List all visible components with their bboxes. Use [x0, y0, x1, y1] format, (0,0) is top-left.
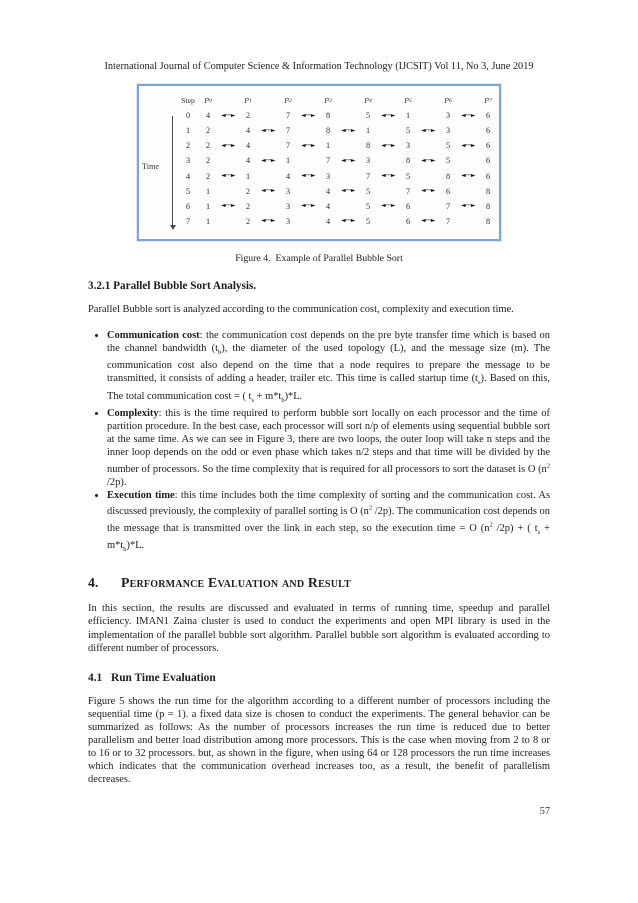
- column-gap: [375, 93, 401, 108]
- bullet-term: Complexity: [107, 407, 159, 419]
- cell-value: 8: [325, 111, 331, 121]
- cell-value: 1: [365, 126, 371, 136]
- cell-value: 5: [445, 141, 451, 151]
- figure-parallel-bubble-sort: [137, 84, 501, 241]
- swap-arrow-icon: ◄──►: [341, 218, 355, 225]
- bullet-body: : the communication cost depends on the pre byte transfer time which is based on the channel bandwidth $(t_b)$, the diameter of the used topology (L), and the message size (m). The communication cost also depend on the time that a node requires to prepare the message to be transmitted, it consists of adding a header, trailer etc. This time is called startup time $(t_s)$. Based on this, The total communication cost = ( $t_s + m*t_b)*L$.: [107, 330, 550, 404]
- cell-value: 6: [405, 216, 411, 226]
- cell-value: 7: [285, 111, 291, 121]
- swap-arrow-icon: ◄──►: [301, 173, 315, 180]
- column-gap: [215, 214, 241, 229]
- cell-value: 5: [365, 201, 371, 211]
- cell-value: 7: [285, 126, 291, 136]
- cell-value: 6: [485, 156, 491, 166]
- cell-value: 7: [365, 171, 371, 181]
- swap-arrow-icon: ◄──►: [301, 142, 315, 149]
- cell-value: 3: [285, 216, 291, 226]
- cell-value: 7: [325, 156, 331, 166]
- cell-value: 1: [285, 156, 291, 166]
- column-gap: [215, 93, 241, 108]
- cell-value: 1: [325, 141, 331, 151]
- cell-value: 5: [365, 216, 371, 226]
- column-gap: [255, 168, 281, 183]
- swap-arrow-icon: ◄──►: [461, 142, 475, 149]
- column-gap: [255, 108, 281, 123]
- step-number: 4: [185, 171, 191, 181]
- cell-value: 4: [325, 201, 331, 211]
- cell-value: 1: [405, 111, 411, 121]
- cell-value: 6: [485, 141, 491, 151]
- figure-caption: Figure 4. Example of Parallel Bubble Sort: [235, 253, 403, 264]
- step-number: 2: [185, 141, 191, 151]
- bullet-body: : this time includes both the time complexity of sorting and the communication cost. As discussed previously, the complexity of parallel sorting is O ($n^2$ /2p). The communication cost depends on the message that is transmitted over the link in each step, so the execution time = O ($n^2$ /2p) + ( $t_s + m*t_b)*L$.: [107, 489, 551, 554]
- cell-value: 3: [405, 141, 411, 151]
- column-gap: [455, 153, 481, 168]
- column-gap: [415, 93, 441, 108]
- bullet-term: Execution time: [107, 489, 175, 501]
- cell-value: 4: [245, 141, 251, 151]
- section-number: 4.: [88, 575, 99, 591]
- column-gap: [295, 123, 321, 138]
- swap-arrow-icon: ◄──►: [421, 188, 435, 195]
- section-4-heading: [88, 575, 550, 591]
- cell-value: 2: [205, 171, 211, 181]
- cell-value: 4: [325, 216, 331, 226]
- cell-value: 4: [245, 126, 251, 136]
- column-gap: [335, 93, 361, 108]
- column-gap: [215, 153, 241, 168]
- bullet-body: : this is the time required to perform bubble sort locally on each processor and the time of partition procedure. In the best case, each processor will sort n/p of elements using sequential bubble sort at the same time. As we can see in Figure 3, there are two loops, the outer loop will take n steps and the inner loop depends on the odd or even phase which takes n/2 steps and that time will be divided by the number of processors. So the time complexity that is required for all processors to sort the dataset is O ($n^2$ /2p).: [107, 407, 550, 488]
- column-gap: [215, 123, 241, 138]
- processor-label: P 0: [204, 96, 212, 106]
- cell-value: 8: [365, 141, 371, 151]
- cell-value: 3: [285, 186, 291, 196]
- swap-arrow-icon: ◄──►: [301, 203, 315, 210]
- cell-value: 5: [445, 156, 451, 166]
- column-gap: [255, 93, 281, 108]
- section-3-2-1-heading: 3.2.1 Parallel Bubble Sort Analysis.: [88, 280, 257, 292]
- page-number: 57: [539, 806, 550, 818]
- column-gap: [415, 138, 441, 153]
- bullet-complexity: [107, 407, 550, 489]
- processor-label: P 7: [484, 96, 492, 106]
- column-gap: [455, 184, 481, 199]
- cell-value: 6: [445, 186, 451, 196]
- bullet-execution-time: [107, 489, 550, 557]
- cell-value: 1: [205, 216, 211, 226]
- cell-value: 2: [205, 156, 211, 166]
- cell-value: 7: [285, 141, 291, 151]
- cell-value: 5: [405, 126, 411, 136]
- cell-value: 2: [245, 201, 251, 211]
- cell-value: 5: [405, 171, 411, 181]
- swap-arrow-icon: ◄──►: [421, 127, 435, 134]
- swap-arrow-icon: ◄──►: [341, 157, 355, 164]
- column-gap: [335, 168, 361, 183]
- section-4-1-heading: [88, 672, 550, 684]
- processor-label: P 4: [364, 96, 372, 106]
- column-gap: [415, 199, 441, 214]
- column-gap: [455, 93, 481, 108]
- cell-value: 5: [365, 186, 371, 196]
- cell-value: 4: [205, 111, 211, 121]
- column-gap: [255, 138, 281, 153]
- paragraph-run-time: Figure 5 shows the run time for the algorithm according to a different number of processors including the sequential time (p = 1). a fixed data size is chosen to conduct the experiments. The general behavior can be summarized as follows: As the number of processors increases the run time is reduced due to better parallelism and better load distribution among more processors. This is the case when moving from 2 to 8 or to 16 or to 32 processors. but, as shown in the figure, when using 64 or 128 processors the run time increases which indicates that the communication overhead increases too, as a result, the benefit of parallelism decreases.: [88, 695, 550, 786]
- column-gap: [375, 153, 401, 168]
- cell-value: 6: [405, 201, 411, 211]
- swap-arrow-icon: ◄──►: [341, 127, 355, 134]
- time-axis-arrow-icon: [172, 116, 173, 228]
- column-gap: [375, 123, 401, 138]
- swap-arrow-icon: ◄──►: [221, 203, 235, 210]
- step-number: 6: [185, 201, 191, 211]
- processor-label: P 5: [404, 96, 412, 106]
- column-gap: [295, 93, 321, 108]
- step-number: 0: [185, 111, 191, 121]
- cell-value: 8: [485, 186, 491, 196]
- cell-value: 2: [245, 216, 251, 226]
- step-number: 5: [185, 186, 191, 196]
- swap-arrow-icon: ◄──►: [301, 112, 315, 119]
- column-gap: [455, 123, 481, 138]
- cell-value: 3: [445, 126, 451, 136]
- processor-label: P 3: [324, 96, 332, 106]
- section-title: Performance Evaluation and Result: [121, 575, 351, 591]
- swap-arrow-icon: ◄──►: [381, 203, 395, 210]
- column-gap: [255, 199, 281, 214]
- swap-arrow-icon: ◄──►: [261, 157, 275, 164]
- cell-value: 3: [365, 156, 371, 166]
- cell-value: 8: [485, 201, 491, 211]
- swap-arrow-icon: ◄──►: [261, 188, 275, 195]
- swap-arrow-icon: ◄──►: [381, 142, 395, 149]
- step-number: 7: [185, 216, 191, 226]
- cell-value: 2: [205, 126, 211, 136]
- cell-value: 4: [285, 171, 291, 181]
- cell-value: 1: [245, 171, 251, 181]
- cell-value: 3: [445, 111, 451, 121]
- swap-arrow-icon: ◄──►: [221, 173, 235, 180]
- column-gap: [215, 184, 241, 199]
- figure-grid: [175, 93, 495, 229]
- swap-arrow-icon: ◄──►: [221, 112, 235, 119]
- swap-arrow-icon: ◄──►: [461, 203, 475, 210]
- column-gap: [335, 199, 361, 214]
- bullet-communication-cost: [107, 329, 550, 407]
- processor-label: P 6: [444, 96, 452, 106]
- swap-arrow-icon: ◄──►: [261, 218, 275, 225]
- processor-label: P 2: [284, 96, 292, 106]
- swap-arrow-icon: ◄──►: [221, 142, 235, 149]
- cell-value: 4: [325, 186, 331, 196]
- cell-value: 6: [485, 111, 491, 121]
- swap-arrow-icon: ◄──►: [261, 127, 275, 134]
- column-gap: [295, 214, 321, 229]
- time-axis-label: Time: [142, 162, 159, 171]
- step-number: 3: [185, 156, 191, 166]
- paragraph-performance-evaluation: In this section, the results are discussed and evaluated in terms of running time, speedup and parallel efficiency. IMAN1 Zaina cluster is used to conduct the experiments and open MPI library is used in the implementation of the parallel bubble sort algorithm. Parallel bubble sort algorithm is evaluated according to different number of processors.: [88, 603, 550, 654]
- analysis-bullet-list: [88, 329, 550, 556]
- processor-label: P 1: [244, 96, 252, 106]
- cell-value: 7: [445, 201, 451, 211]
- cell-value: 2: [205, 141, 211, 151]
- column-gap: [415, 168, 441, 183]
- cell-value: 1: [205, 186, 211, 196]
- journal-header: International Journal of Computer Science & Information Technology (IJCSIT) Vol 11, No 3, June 2019: [104, 61, 534, 72]
- cell-value: 8: [325, 126, 331, 136]
- cell-value: 3: [325, 171, 331, 181]
- swap-arrow-icon: ◄──►: [461, 112, 475, 119]
- column-gap: [375, 214, 401, 229]
- subsection-number: 4.1: [88, 671, 103, 684]
- swap-arrow-icon: ◄──►: [381, 173, 395, 180]
- cell-value: 2: [245, 111, 251, 121]
- column-gap: [375, 184, 401, 199]
- paragraph-analysis-intro: Parallel Bubble sort is analyzed according to the communication cost, complexity and execution time.: [88, 304, 514, 315]
- cell-value: 7: [445, 216, 451, 226]
- cell-value: 3: [285, 201, 291, 211]
- swap-arrow-icon: ◄──►: [421, 157, 435, 164]
- subsection-title: Run Time Evaluation: [111, 671, 216, 684]
- swap-arrow-icon: ◄──►: [381, 112, 395, 119]
- cell-value: 8: [485, 216, 491, 226]
- column-gap: [295, 153, 321, 168]
- step-column-header: Step: [181, 96, 195, 106]
- column-gap: [415, 108, 441, 123]
- column-gap: [335, 108, 361, 123]
- cell-value: 2: [245, 186, 251, 196]
- column-gap: [335, 138, 361, 153]
- cell-value: 1: [205, 201, 211, 211]
- swap-arrow-icon: ◄──►: [421, 218, 435, 225]
- cell-value: 5: [365, 111, 371, 121]
- swap-arrow-icon: ◄──►: [341, 188, 355, 195]
- step-number: 1: [185, 126, 191, 136]
- cell-value: 7: [405, 186, 411, 196]
- cell-value: 8: [445, 171, 451, 181]
- cell-value: 8: [405, 156, 411, 166]
- swap-arrow-icon: ◄──►: [461, 173, 475, 180]
- bullet-term: Communication cost: [107, 330, 200, 342]
- column-gap: [455, 214, 481, 229]
- cell-value: 6: [485, 126, 491, 136]
- cell-value: 4: [245, 156, 251, 166]
- column-gap: [295, 184, 321, 199]
- cell-value: 6: [485, 171, 491, 181]
